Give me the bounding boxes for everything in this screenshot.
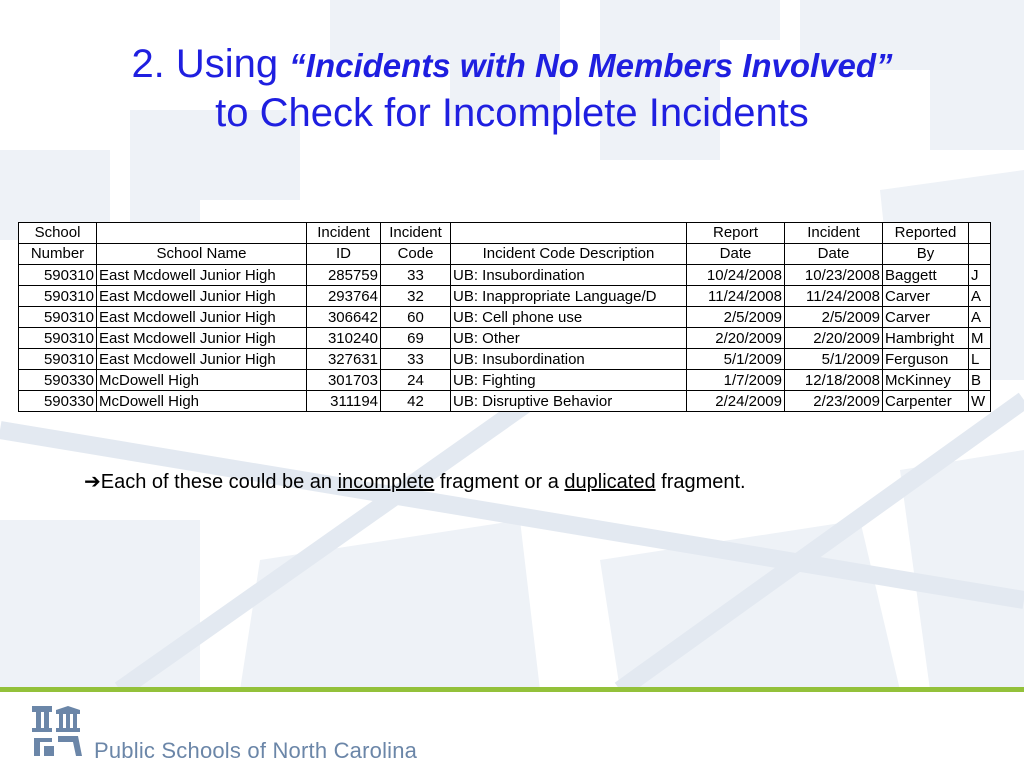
header-cell: Incident — [785, 223, 883, 244]
reported-by-cell: Carver — [883, 307, 969, 328]
incident-description-cell: UB: Cell phone use — [451, 307, 687, 328]
header-cell: Code — [381, 244, 451, 265]
note-text-middle: fragment or a — [434, 471, 565, 493]
table-row — [19, 328, 991, 349]
incident-date-cell: 5/1/2009 — [785, 349, 883, 370]
incident-date-cell: 2/5/2009 — [785, 307, 883, 328]
school-number-cell: 590330 — [19, 370, 97, 391]
title-emphasis: “Incidents with No Members Involved” — [289, 47, 893, 84]
school-number-cell: 590310 — [19, 328, 97, 349]
school-number-cell: 590330 — [19, 391, 97, 412]
incident-description-cell: UB: Insubordination — [451, 265, 687, 286]
incident-id-cell: 285759 — [307, 265, 381, 286]
school-name-cell: East Mcdowell Junior High — [97, 328, 307, 349]
school-number-cell: 590310 — [19, 349, 97, 370]
incident-code-cell: 42 — [381, 391, 451, 412]
table-row — [19, 391, 991, 412]
header-cell — [969, 244, 991, 265]
incident-date-cell: 2/20/2009 — [785, 328, 883, 349]
incident-date-cell: 10/23/2008 — [785, 265, 883, 286]
incident-id-cell: 310240 — [307, 328, 381, 349]
incidents-table — [18, 222, 991, 412]
school-name-cell: East Mcdowell Junior High — [97, 265, 307, 286]
slide-title — [0, 40, 1024, 138]
reported-by-cell: Hambright — [883, 328, 969, 349]
initial-cell: J — [969, 265, 991, 286]
header-cell — [969, 223, 991, 244]
initial-cell: A — [969, 307, 991, 328]
report-date-cell: 2/5/2009 — [687, 307, 785, 328]
table-row — [19, 370, 991, 391]
incident-id-cell: 306642 — [307, 307, 381, 328]
initial-cell: B — [969, 370, 991, 391]
school-number-cell: 590310 — [19, 307, 97, 328]
incident-id-cell: 301703 — [307, 370, 381, 391]
reported-by-cell: Carpenter — [883, 391, 969, 412]
initial-cell: M — [969, 328, 991, 349]
initial-cell: A — [969, 286, 991, 307]
header-cell: School — [19, 223, 97, 244]
incident-id-cell: 293764 — [307, 286, 381, 307]
incident-date-cell: 2/23/2009 — [785, 391, 883, 412]
table-header-row-1 — [19, 223, 991, 244]
organization-name: Public Schools of North Carolina — [94, 738, 418, 763]
report-date-cell: 11/24/2008 — [687, 286, 785, 307]
report-date-cell: 5/1/2009 — [687, 349, 785, 370]
table-row — [19, 286, 991, 307]
header-cell: Report — [687, 223, 785, 244]
incident-description-cell: UB: Fighting — [451, 370, 687, 391]
header-cell: Date — [687, 244, 785, 265]
header-cell: Incident — [381, 223, 451, 244]
school-name-cell: McDowell High — [97, 370, 307, 391]
reported-by-cell: Ferguson — [883, 349, 969, 370]
header-cell: By — [883, 244, 969, 265]
incident-description-cell: UB: Disruptive Behavior — [451, 391, 687, 412]
header-cell: Date — [785, 244, 883, 265]
reported-by-cell: Baggett — [883, 265, 969, 286]
incident-code-cell: 69 — [381, 328, 451, 349]
school-name-cell: McDowell High — [97, 391, 307, 412]
header-cell: ID — [307, 244, 381, 265]
school-name-cell: East Mcdowell Junior High — [97, 349, 307, 370]
table-header-row-2 — [19, 244, 991, 265]
note-text-after: fragment. — [655, 471, 746, 493]
header-cell: Number — [19, 244, 97, 265]
header-cell: School Name — [97, 244, 307, 265]
incident-code-cell: 33 — [381, 349, 451, 370]
report-date-cell: 2/24/2009 — [687, 391, 785, 412]
initial-cell: W — [969, 391, 991, 412]
incident-id-cell: 327631 — [307, 349, 381, 370]
explanation-note — [84, 469, 746, 494]
header-cell: Incident — [307, 223, 381, 244]
school-name-cell: East Mcdowell Junior High — [97, 307, 307, 328]
school-number-cell: 590310 — [19, 265, 97, 286]
incident-description-cell: UB: Insubordination — [451, 349, 687, 370]
report-date-cell: 2/20/2009 — [687, 328, 785, 349]
incident-date-cell: 11/24/2008 — [785, 286, 883, 307]
header-cell: Incident Code Description — [451, 244, 687, 265]
incident-date-cell: 12/18/2008 — [785, 370, 883, 391]
incident-code-cell: 33 — [381, 265, 451, 286]
header-cell — [97, 223, 307, 244]
incident-code-cell: 24 — [381, 370, 451, 391]
table-row — [19, 307, 991, 328]
incident-code-cell: 60 — [381, 307, 451, 328]
header-cell: Reported — [883, 223, 969, 244]
incident-description-cell: UB: Other — [451, 328, 687, 349]
initial-cell: L — [969, 349, 991, 370]
incident-code-cell: 32 — [381, 286, 451, 307]
school-name-cell: East Mcdowell Junior High — [97, 286, 307, 307]
school-building-logo-icon — [30, 704, 86, 760]
table-row — [19, 265, 991, 286]
note-text-before: Each of these could be an — [100, 471, 338, 493]
title-line-2: to Check for Incomplete Incidents — [215, 90, 809, 135]
title-prefix: 2. Using — [131, 42, 290, 86]
school-number-cell: 590310 — [19, 286, 97, 307]
incident-description-cell: UB: Inappropriate Language/D — [451, 286, 687, 307]
report-date-cell: 1/7/2009 — [687, 370, 785, 391]
reported-by-cell: Carver — [883, 286, 969, 307]
incident-id-cell: 311194 — [307, 391, 381, 412]
right-arrow-icon: ➔ — [84, 471, 101, 493]
header-cell — [451, 223, 687, 244]
report-date-cell: 10/24/2008 — [687, 265, 785, 286]
duplicated-link: duplicated — [564, 471, 656, 493]
incomplete-link: incomplete — [337, 471, 435, 493]
title-line-1 — [0, 40, 1024, 89]
table-row — [19, 349, 991, 370]
footer-divider — [0, 687, 1024, 692]
reported-by-cell: McKinney — [883, 370, 969, 391]
